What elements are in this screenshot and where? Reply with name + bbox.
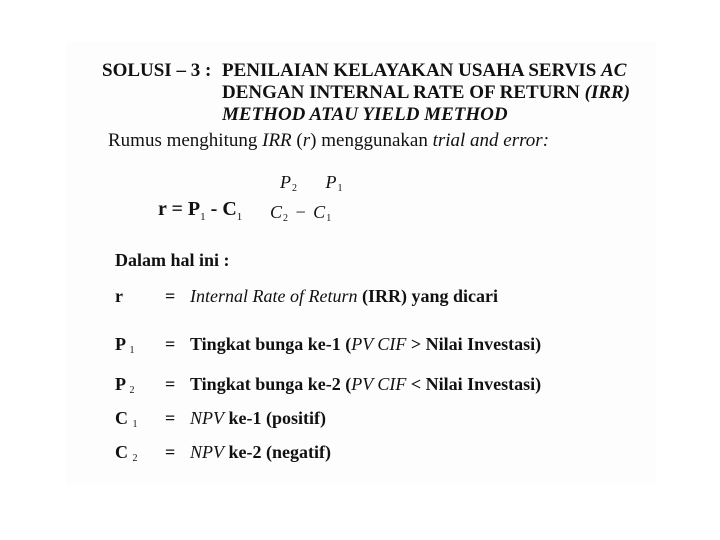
numerator-p1: P — [325, 172, 338, 192]
formula-intro-paren-open: ( — [296, 130, 303, 151]
title-line-3 — [222, 104, 508, 120]
definition-pre: Tingkat bunga ke-1 ( — [190, 334, 352, 354]
definition-text: < Nilai Investasi) — [410, 374, 542, 394]
formula-intro-lead: Rumus menghitung — [108, 130, 258, 151]
definition-symbol-sub: 1 — [129, 345, 135, 356]
formula-p: P — [187, 198, 201, 220]
formula-c: C — [222, 198, 237, 220]
definition-italic: NPV — [190, 442, 224, 462]
definition-equals: = — [165, 334, 176, 354]
irr-formula — [158, 172, 378, 232]
definition-symbol-c1 — [115, 408, 138, 430]
definition-italic: NPV — [190, 408, 224, 428]
formula-p-sub: 1 — [200, 211, 206, 223]
definition-text: > Nilai Investasi) — [410, 334, 542, 354]
definition-equals: = — [165, 408, 176, 428]
definitions-intro: Dalam hal ini : — [115, 250, 230, 270]
definition-text-r — [190, 286, 498, 307]
definition-italic: PV CIF — [351, 374, 407, 394]
definition-text: (IRR) yang dicari — [361, 286, 498, 306]
definition-symbol-p1 — [115, 334, 135, 356]
definition-symbol-text: r — [115, 286, 123, 306]
denominator-c2-sub: 2 — [283, 213, 290, 224]
definition-italic: Internal Rate of Return — [190, 286, 358, 306]
definition-equals: = — [165, 442, 176, 462]
definition-symbol-text: C — [115, 408, 128, 428]
numerator-p2-sub: 2 — [292, 183, 298, 194]
definition-text-p1 — [190, 334, 541, 355]
formula-denominator — [270, 202, 332, 224]
denominator-c1-sub: 1 — [326, 213, 333, 224]
denominator-c1: C — [313, 202, 327, 222]
definition-symbol-sub: 2 — [132, 453, 138, 464]
definition-symbol-sub: 1 — [132, 419, 138, 430]
title-line-1-main: PENILAIAN KELAYAKAN USAHA SERVIS — [222, 60, 597, 81]
formula-intro-mid: menggunakan — [321, 130, 428, 151]
denominator-c2: C — [270, 202, 284, 222]
denominator-minus: − — [294, 202, 308, 222]
title-line-1 — [222, 60, 626, 82]
definition-equals: = — [165, 286, 176, 306]
title-prefix: SOLUSI – 3 : — [102, 60, 212, 81]
definition-italic: PV CIF — [351, 334, 407, 354]
definition-symbol-c2 — [115, 442, 138, 464]
formula-r: r — [158, 198, 167, 220]
title-line-1-italic: AC — [601, 60, 627, 81]
definition-text: ke-1 (positif) — [228, 408, 326, 428]
formula-intro-irr: IRR — [262, 130, 292, 151]
definition-symbol-text: P — [115, 334, 126, 354]
formula-c-sub: 1 — [236, 211, 243, 223]
formula-minus: - — [210, 198, 218, 220]
numerator-p2: P — [280, 172, 292, 192]
formula-intro — [108, 130, 549, 152]
formula-intro-paren-close: ) — [310, 130, 317, 151]
definition-text-c2 — [190, 442, 331, 463]
formula-numerator — [280, 172, 344, 194]
definition-text-p2 — [190, 374, 541, 395]
definition-symbol-r — [115, 286, 123, 307]
title-line-2 — [222, 82, 630, 104]
definition-text: ke-2 (negatif) — [228, 442, 331, 462]
formula-intro-method: trial and error: — [432, 130, 550, 151]
title-line-2-main: DENGAN INTERNAL RATE OF RETURN — [222, 82, 580, 103]
formula-intro-r: r — [302, 130, 311, 151]
title-line-3-text: METHOD ATAU YIELD METHOD — [222, 104, 508, 120]
definition-pre: Tingkat bunga ke-2 ( — [190, 374, 352, 394]
formula-equals: = — [171, 198, 183, 220]
formula-lhs — [158, 198, 242, 223]
definition-symbol-p2 — [115, 374, 135, 396]
definition-text-c1 — [190, 408, 326, 429]
numerator-p1-sub: 1 — [337, 183, 344, 194]
title-line-2-italic: (IRR) — [584, 82, 631, 103]
definition-equals: = — [165, 374, 176, 394]
definition-symbol-sub: 2 — [129, 385, 135, 396]
definition-symbol-text: P — [115, 374, 126, 394]
definition-symbol-text: C — [115, 442, 128, 462]
